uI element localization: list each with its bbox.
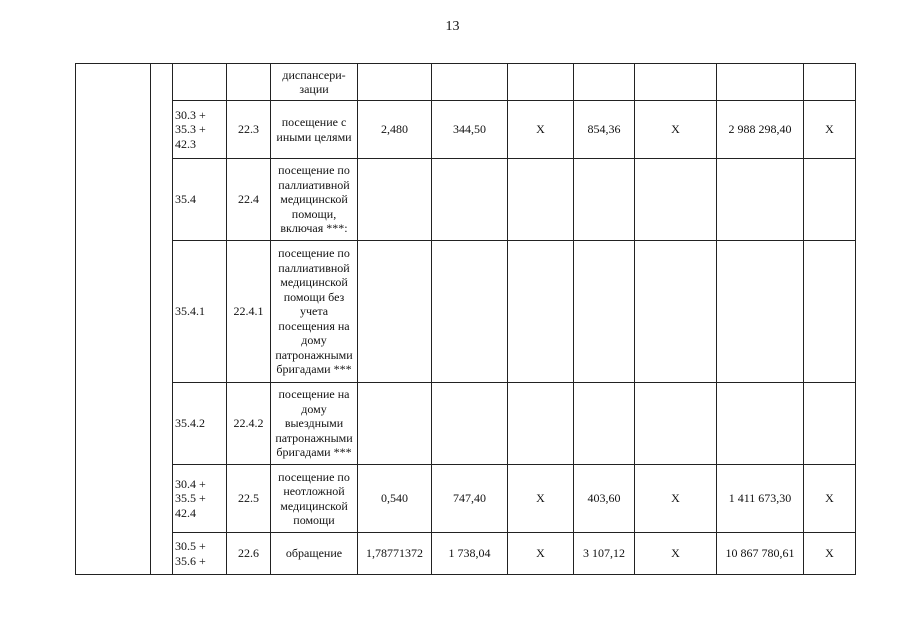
value-cell xyxy=(635,241,717,383)
value-cell: 2,480 xyxy=(358,101,432,159)
value-cell xyxy=(432,64,508,101)
value-cell xyxy=(432,241,508,383)
value-cell xyxy=(717,241,804,383)
row-name-cell: посещение по паллиативной медицинской помощи, включая ***: xyxy=(271,159,358,241)
value-cell xyxy=(358,241,432,383)
value-cell: X xyxy=(508,533,574,575)
value-cell xyxy=(508,241,574,383)
value-cell: 403,60 xyxy=(574,465,635,533)
value-cell: 1 411 673,30 xyxy=(717,465,804,533)
value-cell: 3 107,12 xyxy=(574,533,635,575)
value-cell: X xyxy=(635,465,717,533)
row-number-cell: 22.3 xyxy=(227,101,271,159)
value-cell xyxy=(804,241,856,383)
table-row xyxy=(76,101,856,159)
value-cell xyxy=(508,383,574,465)
value-cell xyxy=(358,383,432,465)
value-cell: 2 988 298,40 xyxy=(717,101,804,159)
value-cell: X xyxy=(635,533,717,575)
table-row xyxy=(76,533,856,575)
row-number-cell: 22.4.1 xyxy=(227,241,271,383)
value-cell xyxy=(804,383,856,465)
row-name-cell: посещение по паллиативной медицинской помощи без учета посещения на дому патронажными бригадами *** xyxy=(271,241,358,383)
table-row xyxy=(76,383,856,465)
value-cell: 1,78771372 xyxy=(358,533,432,575)
row-number-cell: 22.4 xyxy=(227,159,271,241)
row-number-cell: 22.4.2 xyxy=(227,383,271,465)
row-code-cell: 35.4 xyxy=(173,159,227,241)
value-cell: X xyxy=(635,101,717,159)
value-cell xyxy=(804,64,856,101)
value-cell xyxy=(574,64,635,101)
value-cell xyxy=(635,64,717,101)
value-cell xyxy=(717,383,804,465)
value-cell xyxy=(574,241,635,383)
row-name-cell: посещение на дому выездными патронажными бригадами *** xyxy=(271,383,358,465)
value-cell: 344,50 xyxy=(432,101,508,159)
value-cell xyxy=(574,383,635,465)
row-name-cell: посещение по неотложной медицинской помощи xyxy=(271,465,358,533)
row-number-cell xyxy=(227,64,271,101)
row-name-cell: посещение с иными целями xyxy=(271,101,358,159)
row-code-cell xyxy=(173,64,227,101)
value-cell xyxy=(358,159,432,241)
value-cell xyxy=(432,383,508,465)
value-cell xyxy=(574,159,635,241)
value-cell xyxy=(635,383,717,465)
value-cell: X xyxy=(804,101,856,159)
row-name-cell: диспансери- зации xyxy=(271,64,358,101)
value-cell: 747,40 xyxy=(432,465,508,533)
table-row xyxy=(76,159,856,241)
value-cell: 0,540 xyxy=(358,465,432,533)
page-number: 13 xyxy=(445,19,460,34)
row-code-cell: 35.4.2 xyxy=(173,383,227,465)
value-cell xyxy=(508,64,574,101)
row-code-cell: 30.5 + 35.6 + xyxy=(173,533,227,575)
row-code-cell: 35.4.1 xyxy=(173,241,227,383)
value-cell xyxy=(717,159,804,241)
value-cell: X xyxy=(508,465,574,533)
value-cell: 854,36 xyxy=(574,101,635,159)
value-cell xyxy=(432,159,508,241)
table-row xyxy=(76,241,856,383)
outer-blank-column xyxy=(76,64,151,575)
row-number-cell: 22.6 xyxy=(227,533,271,575)
value-cell xyxy=(508,159,574,241)
row-code-cell: 30.4 + 35.5 + 42.4 xyxy=(173,465,227,533)
value-cell: X xyxy=(804,533,856,575)
row-name-cell: обращение xyxy=(271,533,358,575)
value-cell xyxy=(717,64,804,101)
value-cell: X xyxy=(508,101,574,159)
value-cell: 10 867 780,61 xyxy=(717,533,804,575)
financing-table xyxy=(75,63,856,575)
row-code-cell: 30.3 + 35.3 + 42.3 xyxy=(173,101,227,159)
value-cell xyxy=(358,64,432,101)
table-row xyxy=(76,465,856,533)
value-cell: 1 738,04 xyxy=(432,533,508,575)
table-row xyxy=(76,64,856,101)
value-cell: X xyxy=(804,465,856,533)
value-cell xyxy=(635,159,717,241)
inner-blank-column xyxy=(151,64,173,575)
row-number-cell: 22.5 xyxy=(227,465,271,533)
value-cell xyxy=(804,159,856,241)
